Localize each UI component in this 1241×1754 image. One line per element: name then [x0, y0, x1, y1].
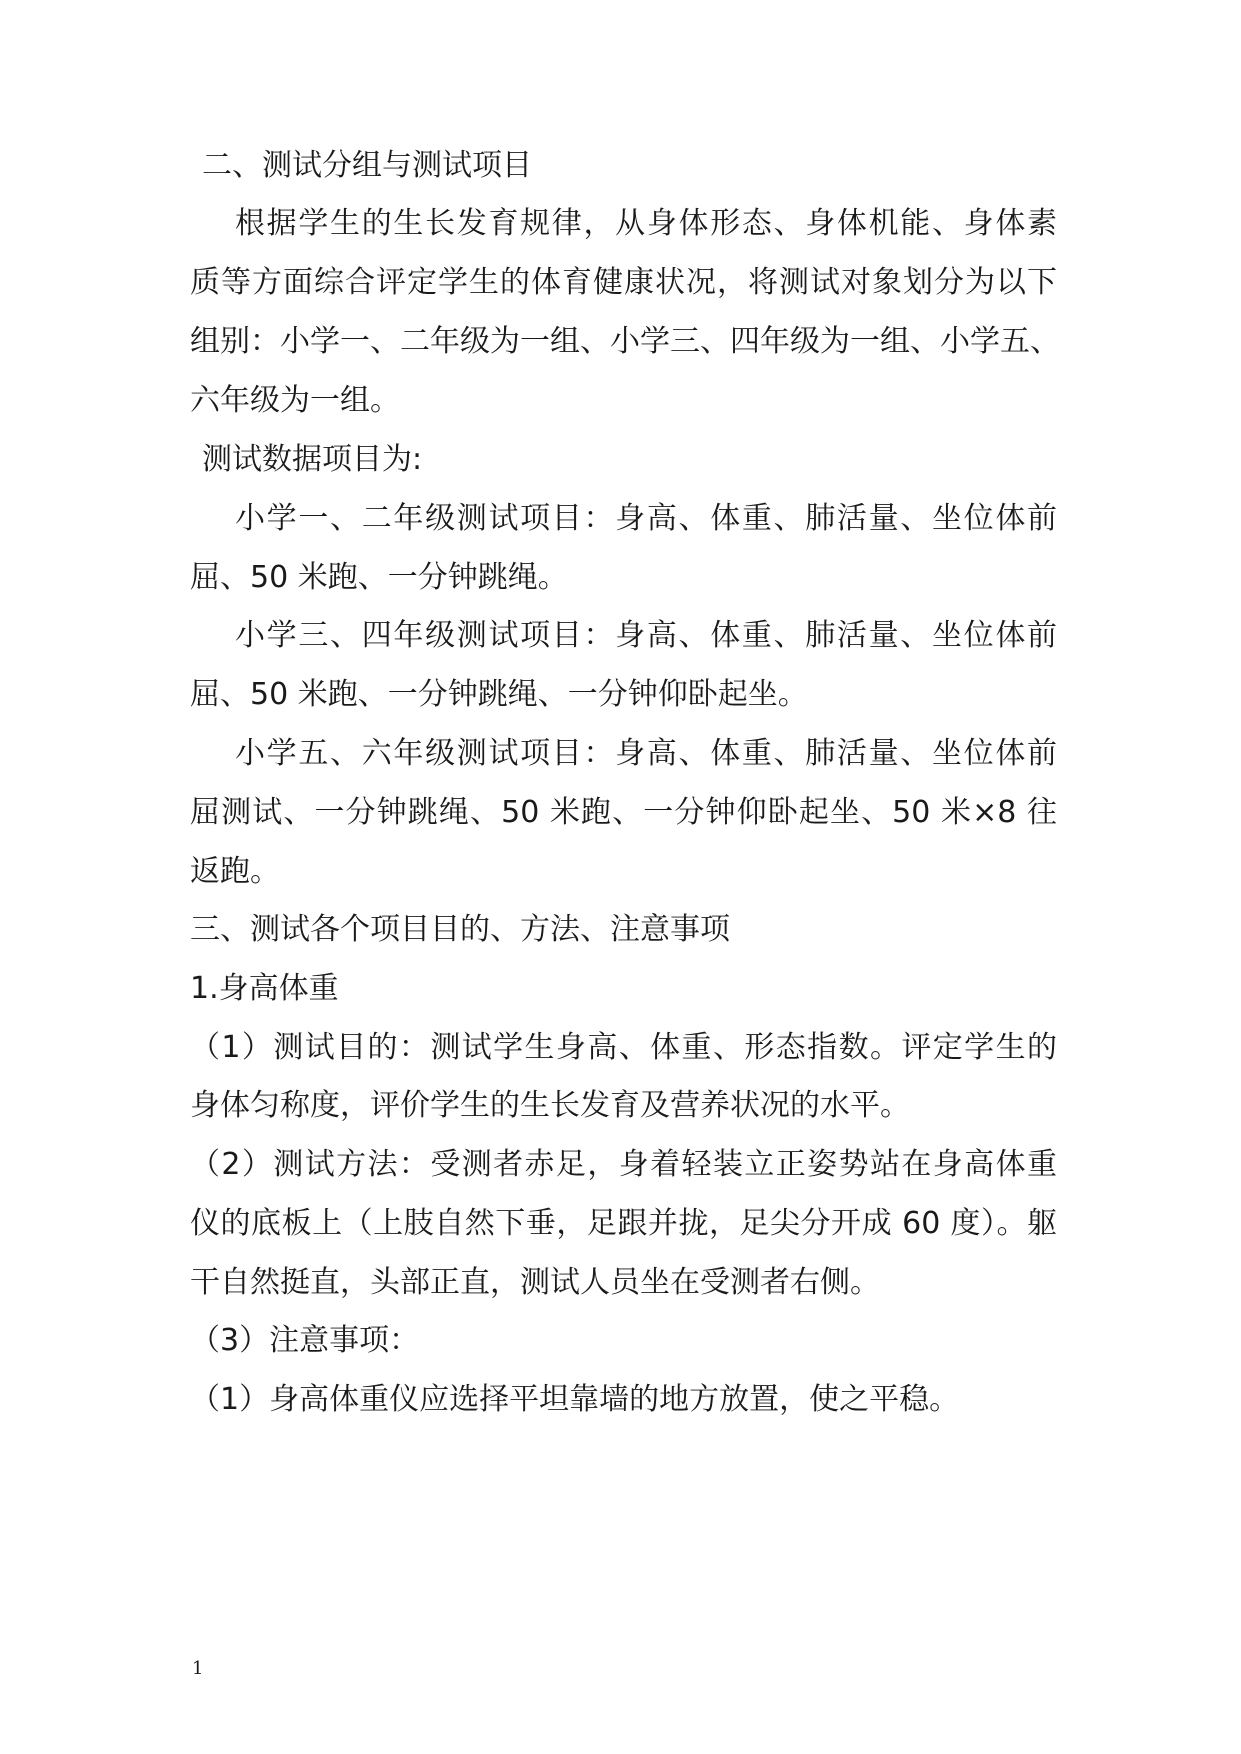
intro-line-1: 根据学生的生长发育规律，从身体形态、身体机能、身体素 [235, 206, 1057, 241]
purpose-line-2: 身体匀称度，评价学生的生长发育及营养状况的水平。 [190, 1088, 910, 1123]
group2-line-2: 屈、50 米跑、一分钟跳绳、一分钟仰卧起坐。 [190, 677, 808, 712]
group2-line-1: 小学三、四年级测试项目：身高、体重、肺活量、坐位体前 [235, 618, 1057, 653]
section-heading-2: 二、测试分组与测试项目 [202, 148, 532, 183]
group1-line-2: 屈、50 米跑、一分钟跳绳。 [190, 560, 568, 595]
section-heading-3: 三、测试各个项目目的、方法、注意事项 [190, 912, 730, 947]
note-item-1: （1）身高体重仪应选择平坦靠墙的地方放置，使之平稳。 [190, 1382, 960, 1417]
group3-line-1: 小学五、六年级测试项目：身高、体重、肺活量、坐位体前 [235, 736, 1057, 771]
page-number: 1 [192, 1658, 204, 1679]
intro-line-4: 六年级为一组。 [190, 383, 400, 418]
subsection-title: 1.身高体重 [190, 971, 339, 1006]
notes-title: （3）注意事项： [190, 1323, 420, 1358]
group3-line-3: 返跑。 [190, 854, 280, 889]
method-line-1: （2）测试方法：受测者赤足，身着轻装立正姿势站在身高体重 [190, 1147, 1057, 1182]
purpose-line-1: （1）测试目的：测试学生身高、体重、形态指数。评定学生的 [190, 1030, 1057, 1065]
method-line-3: 干自然挺直，头部正直，测试人员坐在受测者右侧。 [190, 1265, 880, 1300]
intro-line-3: 组别：小学一、二年级为一组、小学三、四年级为一组、小学五、 [190, 324, 1060, 359]
intro-line-2: 质等方面综合评定学生的体育健康状况，将测试对象划分为以下 [190, 265, 1057, 300]
items-heading: 测试数据项目为: [202, 442, 423, 477]
group3-line-2: 屈测试、一分钟跳绳、50 米跑、一分钟仰卧起坐、50 米×8 往 [190, 795, 1057, 830]
group1-line-1: 小学一、二年级测试项目：身高、体重、肺活量、坐位体前 [235, 501, 1057, 536]
method-line-2: 仪的底板上（上肢自然下垂，足跟并拢，足尖分开成 60 度）。躯 [190, 1206, 1057, 1241]
